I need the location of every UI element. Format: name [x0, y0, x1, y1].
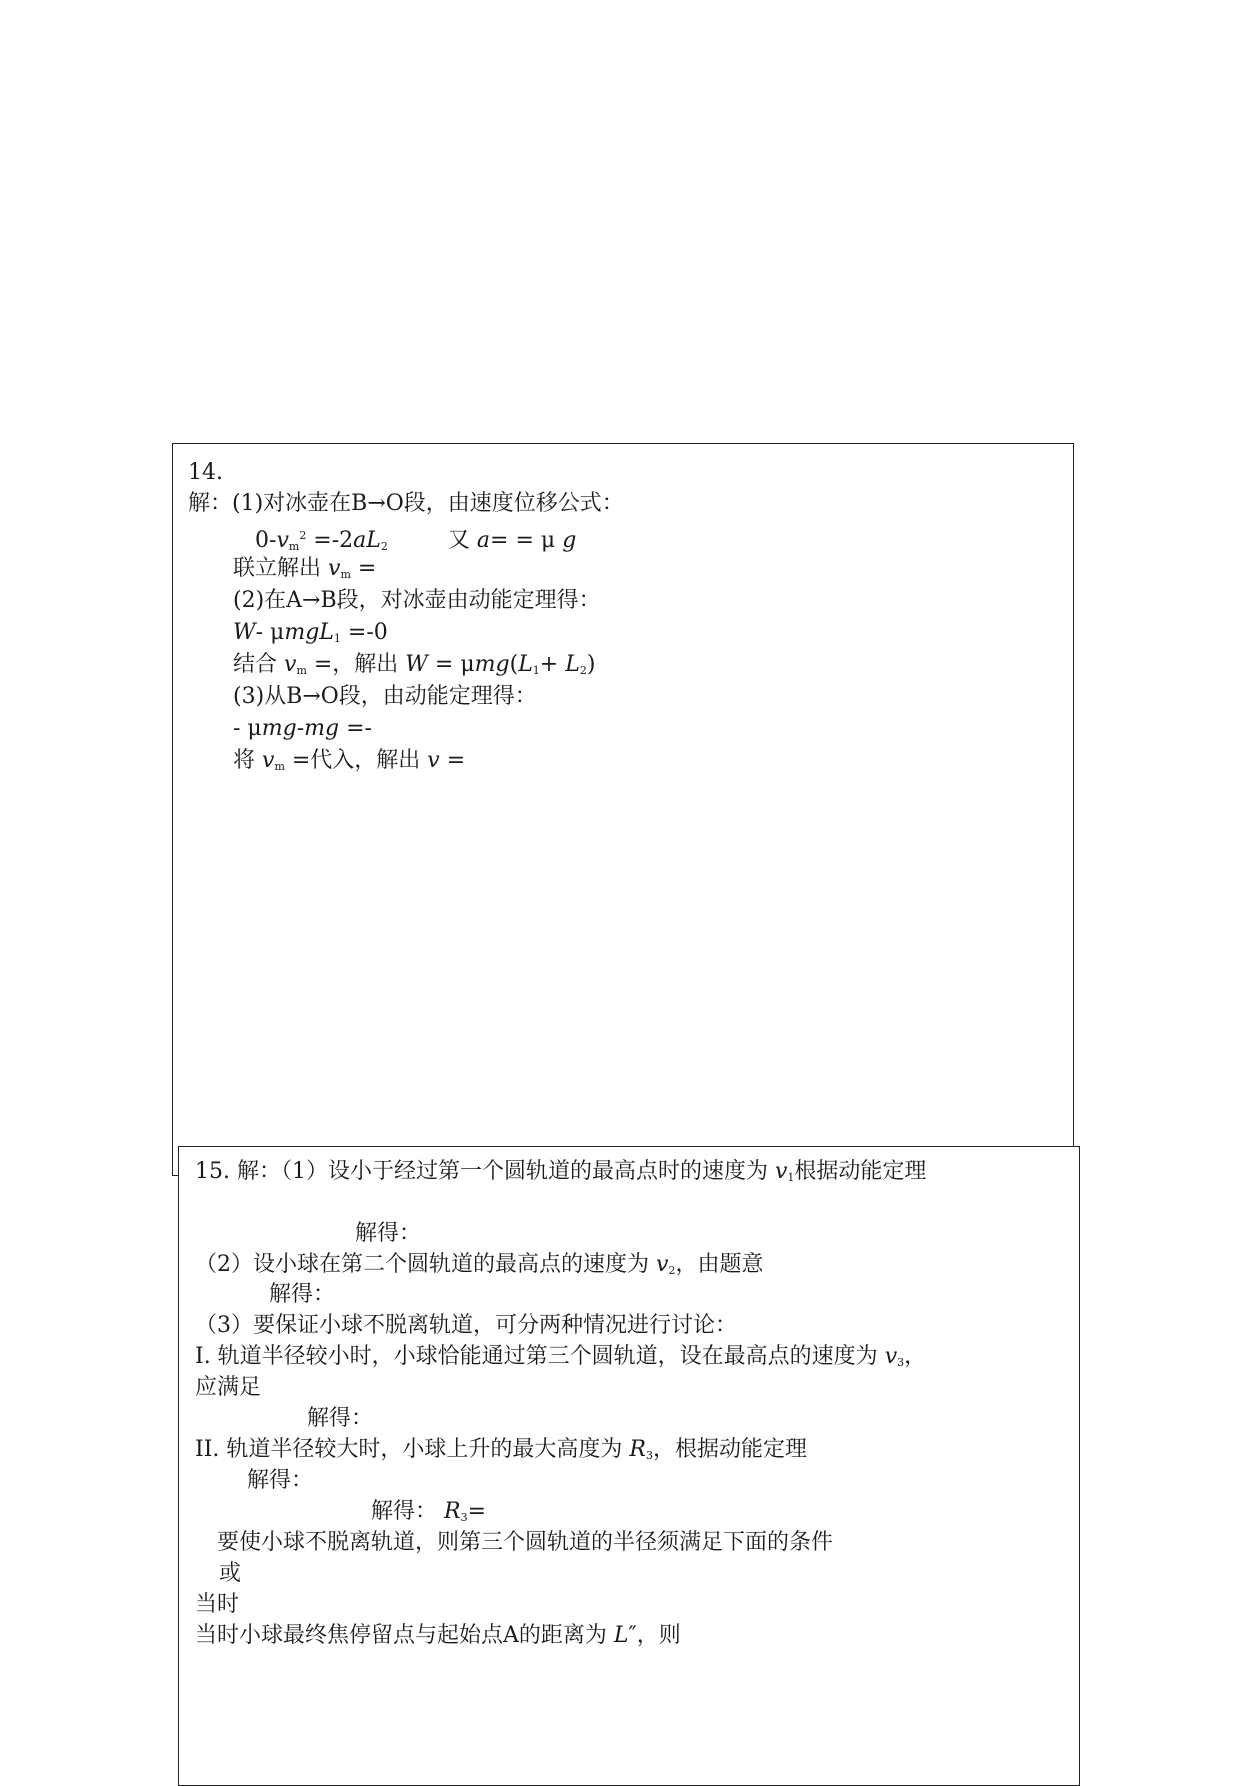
text: I. 轨道半径较小时，小球恰能通过第三个圆轨道，设在最高点的速度为 [195, 1344, 885, 1369]
solution-14-line-6 [233, 650, 595, 686]
solution-14-line-7: (3)从B→O段，由动能定理得： [233, 684, 537, 709]
text: =-0 [340, 620, 388, 645]
subscript: m [288, 540, 300, 553]
var-W: W [405, 652, 428, 677]
text: 根据动能定理 [794, 1159, 927, 1184]
var-v: v [262, 748, 275, 773]
text: ，由题意 [675, 1252, 764, 1277]
text: 将 [233, 748, 262, 773]
solution-14-box [172, 443, 1074, 1176]
subscript: 1 [532, 664, 540, 677]
text: （2）设小球在第二个圆轨道的最高点的速度为 [195, 1252, 656, 1277]
text: 0- [255, 528, 277, 553]
subscript: 3 [897, 1356, 905, 1369]
text: =，解出 [306, 652, 406, 677]
text: =代入，解出 [284, 748, 428, 773]
var-L: L [613, 1623, 629, 1648]
text: - [296, 716, 305, 741]
var-mg: mg [304, 716, 340, 741]
var-R: R [444, 1499, 461, 1524]
subscript: 3 [460, 1511, 468, 1524]
solution-14-line-4: (2)在A→B段，对冰壶由动能定理得： [233, 588, 601, 613]
subscript: 3 [645, 1449, 653, 1462]
text: 又 [447, 528, 477, 553]
text: ( [509, 652, 519, 677]
var-v: v [774, 1159, 788, 1184]
superscript: 2 [299, 529, 307, 542]
text: = = μ [490, 528, 556, 553]
solution-14-line-9 [233, 746, 465, 782]
subscript: 2 [579, 664, 587, 677]
problem-number-14: 14. [188, 460, 223, 485]
solution-15-line-4: 解得： [269, 1282, 336, 1307]
text: ″，则 [628, 1623, 681, 1648]
text: =-2 [306, 528, 354, 553]
var-g: g [562, 528, 577, 553]
var-v: v [328, 556, 341, 581]
var-mgL: mgL [284, 620, 334, 645]
var-v: v [656, 1252, 669, 1277]
text: 结合 [233, 652, 284, 677]
text: = μ [427, 652, 475, 677]
subscript: m [340, 568, 351, 581]
subscript: 1 [787, 1171, 795, 1184]
text: =- [339, 716, 372, 741]
solution-14-line-3 [233, 554, 376, 590]
solution-15-line-2: 解得： [355, 1221, 422, 1246]
var-v: v [884, 1344, 898, 1369]
var-v: v [427, 748, 440, 773]
solution-15-line-5: （3）要保证小球不脱离轨道，可分两种情况进行讨论： [195, 1313, 737, 1338]
var-aL: aL [353, 528, 381, 553]
text: = [467, 1499, 487, 1524]
solution-15-line-7: 应满足 [195, 1375, 262, 1400]
var-v: v [284, 652, 297, 677]
text: 当时小球最终焦停留点与起始点A的距离为 [195, 1623, 614, 1648]
text: 联立解出 [233, 556, 328, 581]
var-L: L [565, 652, 580, 677]
text: - μ [255, 620, 285, 645]
subscript: 1 [333, 632, 341, 645]
subscript: m [296, 664, 307, 677]
text: = [350, 556, 377, 581]
solution-15-line-6 [195, 1342, 926, 1378]
text: II. 轨道半径较大时，小球上升的最大高度为 [195, 1437, 630, 1462]
var-mg: mg [474, 652, 510, 677]
solution-15-line-10: 解得： [247, 1468, 314, 1493]
var-mg: mg [261, 716, 297, 741]
subscript: 2 [380, 540, 388, 553]
text: - μ [233, 716, 262, 741]
subscript: 2 [668, 1264, 676, 1277]
solution-15-line-1 [195, 1157, 926, 1193]
solution-14-line-8 [233, 714, 372, 744]
text: 15. 解：（1）设小于经过第一个圆轨道的最高点时的速度为 [195, 1159, 775, 1184]
var-v: v [276, 528, 289, 553]
solution-15-line-8: 解得： [307, 1406, 374, 1431]
text: ， [904, 1344, 927, 1369]
solution-15-line-12: 要使小球不脱离轨道，则第三个圆轨道的半径须满足下面的条件 [217, 1530, 834, 1555]
var-a: a [476, 528, 491, 553]
var-W: W [233, 620, 256, 645]
text: ) [586, 652, 596, 677]
solution-15-line-15 [195, 1621, 681, 1651]
text: ，根据动能定理 [652, 1437, 807, 1462]
solution-14-line-1: 解：(1)对冰壶在B→O段，由速度位移公式： [188, 491, 624, 516]
text: = [439, 748, 466, 773]
var-L: L [518, 652, 533, 677]
solution-15-line-13: 或 [219, 1561, 242, 1586]
text: + [539, 652, 566, 677]
text: 解得： [371, 1499, 444, 1524]
var-R: R [629, 1437, 646, 1462]
subscript: m [274, 760, 285, 773]
solution-14-line-5 [233, 618, 388, 654]
solution-15-line-14: 当时 [195, 1592, 240, 1617]
solution-15-box [178, 1146, 1080, 1786]
